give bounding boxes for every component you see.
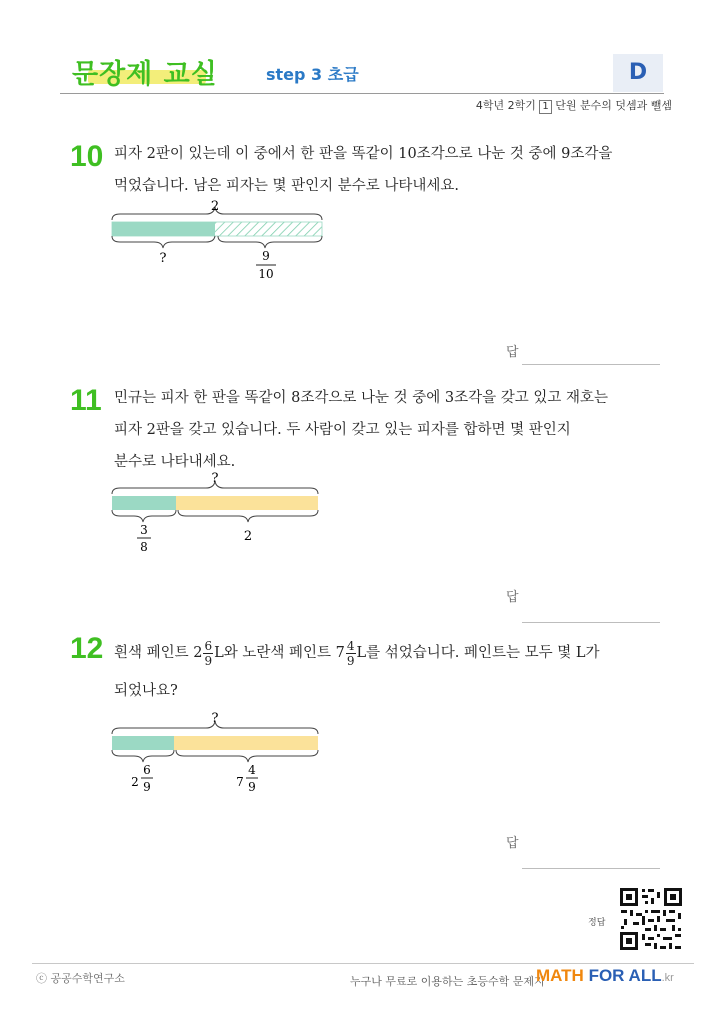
qr-code-icon[interactable] bbox=[618, 886, 684, 952]
bar-remaining-part bbox=[112, 222, 215, 236]
step-label: step 3 초급 bbox=[266, 65, 359, 84]
right-brace bbox=[178, 510, 318, 522]
text-part: L와 노란색 페인트 7 bbox=[214, 645, 345, 661]
top-label: ? bbox=[211, 471, 219, 486]
bar-white-paint bbox=[112, 736, 174, 750]
level-badge: D bbox=[613, 54, 663, 92]
answer-label: 답 bbox=[506, 590, 519, 605]
left-whole: 2 bbox=[131, 775, 139, 789]
problem-number: 10 bbox=[70, 140, 104, 173]
answer-line[interactable] bbox=[522, 364, 660, 365]
fraction-den: 9 bbox=[346, 653, 355, 668]
problem-line: 민규는 피자 한 판을 똑같이 8조각으로 나눈 것 중에 3조각을 갖고 있고 재호는 bbox=[114, 390, 608, 406]
problem-line: 먹었습니다. 남은 피자는 몇 판인지 분수로 나타내세요. bbox=[114, 178, 460, 194]
unit-number: 1 bbox=[539, 100, 551, 114]
problem-text bbox=[114, 382, 674, 478]
fraction-yellow bbox=[346, 639, 356, 668]
bar-yellow-paint bbox=[174, 736, 318, 750]
bar-jaeho-part bbox=[176, 496, 318, 510]
text-part: 흰색 페인트 2 bbox=[114, 645, 203, 661]
problem-line: 되었나요? bbox=[114, 683, 178, 699]
right-whole: 7 bbox=[236, 775, 244, 789]
footer-divider bbox=[32, 963, 694, 964]
fraction-white bbox=[203, 639, 213, 668]
left-brace bbox=[112, 750, 174, 762]
header-divider bbox=[60, 93, 664, 94]
problem-line bbox=[114, 634, 674, 672]
text-part: L를 섞었습니다. 페인트는 모두 몇 L가 bbox=[356, 645, 600, 661]
right-fraction-den: 10 bbox=[258, 267, 274, 281]
problem-text bbox=[114, 138, 674, 202]
left-fraction-num: 3 bbox=[140, 523, 148, 537]
top-label: 2 bbox=[210, 199, 220, 214]
brand-math: MATH bbox=[536, 966, 589, 985]
unit-grade: 4학년 2학기 bbox=[475, 99, 536, 112]
problem-line: 피자 2판이 있는데 이 중에서 한 판을 똑같이 10조각으로 나눈 것 중에 9조각을 bbox=[114, 146, 613, 162]
right-brace bbox=[218, 236, 322, 248]
copyright: ⓒ 공공수학연구소 bbox=[36, 972, 125, 985]
right-brace bbox=[176, 750, 318, 762]
bar-diagram-10 bbox=[106, 196, 346, 292]
left-fraction-num: 6 bbox=[143, 763, 151, 777]
brand-domain: .kr bbox=[661, 972, 674, 984]
bar-minkyu-part bbox=[112, 496, 176, 510]
fraction-num: 4 bbox=[346, 638, 355, 653]
right-fraction-num: 4 bbox=[248, 763, 256, 777]
left-brace bbox=[112, 236, 215, 248]
right-label: 2 bbox=[243, 529, 253, 544]
page-title: 문장제 교실 bbox=[72, 59, 218, 90]
answer-label: 답 bbox=[506, 345, 519, 360]
problem-text bbox=[114, 634, 674, 710]
left-brace bbox=[112, 510, 176, 522]
left-fraction-den: 9 bbox=[143, 780, 151, 794]
problem-number: 11 bbox=[70, 384, 102, 417]
left-label: ? bbox=[159, 251, 167, 266]
left-fraction-den: 8 bbox=[140, 540, 148, 554]
answer-line[interactable] bbox=[522, 868, 660, 869]
unit-name: 단원 분수의 덧셈과 뺄셈 bbox=[555, 99, 672, 112]
bar-diagram-11 bbox=[106, 468, 346, 560]
answer-label: 답 bbox=[506, 836, 519, 851]
unit-info bbox=[476, 97, 672, 114]
right-fraction-num: 9 bbox=[262, 249, 270, 263]
footer-slogan: 누구나 무료로 이용하는 초등수학 문제지 bbox=[350, 975, 545, 988]
right-fraction-den: 9 bbox=[248, 780, 256, 794]
top-label: ? bbox=[211, 711, 219, 726]
problem-line: 피자 2판을 갖고 있습니다. 두 사람이 갖고 있는 피자를 합하면 몇 판인지 bbox=[114, 422, 571, 438]
bar-diagram-12 bbox=[106, 708, 346, 802]
fraction-den: 9 bbox=[204, 653, 213, 668]
fraction-num: 6 bbox=[204, 638, 213, 653]
problem-line: 분수로 나타내세요. bbox=[114, 454, 236, 470]
qr-label: 정답 bbox=[588, 918, 606, 928]
brand-for-all: FOR ALL bbox=[588, 966, 662, 985]
problem-number: 12 bbox=[70, 632, 104, 665]
answer-line[interactable] bbox=[522, 622, 660, 623]
brand-logo[interactable] bbox=[536, 966, 674, 986]
